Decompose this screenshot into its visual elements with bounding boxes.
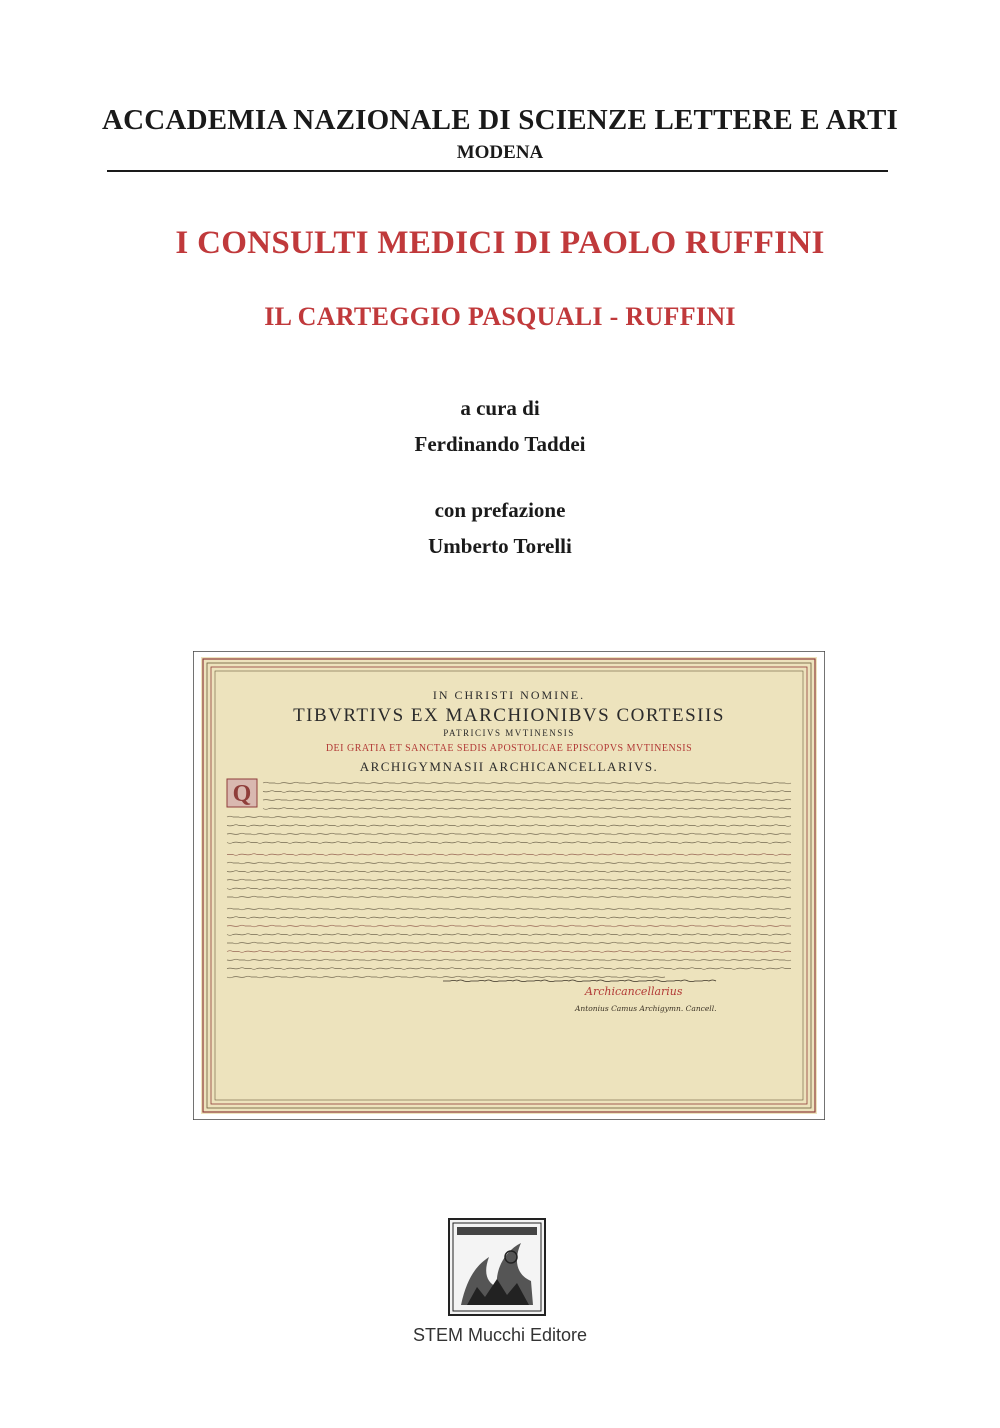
book-subtitle: IL CARTEGGIO PASQUALI - RUFFINI bbox=[264, 302, 736, 331]
diploma-initial: Q bbox=[232, 781, 252, 807]
academy-city: MODENA bbox=[456, 142, 544, 163]
preface-author: Umberto Torelli bbox=[428, 534, 572, 558]
diploma-line-5: ARCHIGYMNASII ARCHICANCELLARIVS. bbox=[359, 759, 659, 774]
diploma-signature-1: Archicancellarius bbox=[585, 985, 683, 998]
diploma-signature-2: Antonius Camus Archigymn. Cancell. bbox=[575, 1004, 717, 1013]
diploma-line-2: TIBVRTIVS EX MARCHIONIBVS CORTESIIS bbox=[293, 705, 725, 726]
diploma-line-1: IN CHRISTI NOMINE. bbox=[432, 688, 586, 702]
diploma-image bbox=[193, 651, 825, 1120]
editor-name: Ferdinando Taddei bbox=[414, 432, 586, 456]
publisher-mark-icon bbox=[447, 1217, 547, 1317]
publisher-name: STEM Mucchi Editore bbox=[412, 1325, 588, 1345]
academy-name: ACCADEMIA NAZIONALE DI SCIENZE LETTERE E ARTI bbox=[102, 104, 898, 136]
editor-label: a cura di bbox=[460, 396, 540, 420]
book-title: I CONSULTI MEDICI DI PAOLO RUFFINI bbox=[175, 225, 825, 261]
diploma-line-4: DEI GRATIA ET SANCTAE SEDIS APOSTOLICAE EPISCOPVS MVTINENSIS bbox=[325, 743, 693, 754]
preface-label: con prefazione bbox=[434, 498, 566, 522]
header-rule bbox=[107, 170, 888, 172]
diploma-line-3: PATRICIVS MVTINENSIS bbox=[443, 728, 575, 738]
